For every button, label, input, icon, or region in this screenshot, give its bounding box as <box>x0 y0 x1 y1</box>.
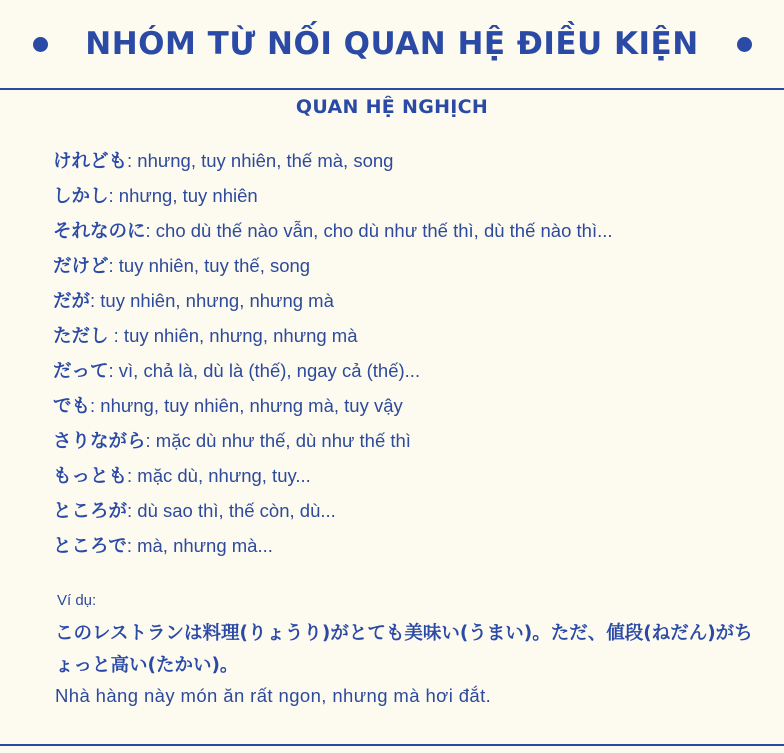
list-item <box>53 493 613 528</box>
list-item <box>53 283 613 318</box>
list-item <box>53 248 613 283</box>
section-subtitle: QUAN HỆ NGHỊCH <box>295 96 489 118</box>
example-label: Ví dụ: <box>57 592 97 609</box>
term: しかし <box>53 186 109 207</box>
list-item <box>53 388 613 423</box>
list-item <box>53 318 613 353</box>
list-item <box>53 178 613 213</box>
meaning: : vì, chả là, dù là (thế), ngay cả (thế)... <box>108 360 421 381</box>
meaning: : nhưng, tuy nhiên, nhưng mà, tuy vậy <box>90 395 403 416</box>
meaning: : mặc dù như thế, dù như thế thì <box>145 430 411 451</box>
meaning: : nhưng, tuy nhiên, thế mà, song <box>127 150 394 171</box>
meaning: : mặc dù, nhưng, tuy... <box>127 465 311 486</box>
list-item <box>53 213 613 248</box>
meaning: : cho dù thế nào vẫn, cho dù như thế thì, dù thế nào thì... <box>145 220 613 241</box>
page-title: NHÓM TỪ NỐI QUAN HỆ ĐIỀU KIỆN <box>85 26 699 62</box>
term: だけど <box>53 256 109 277</box>
term: それなのに <box>53 221 146 242</box>
meaning: : dù sao thì, thế còn, dù... <box>127 500 336 521</box>
bullet-right-icon <box>737 37 752 52</box>
divider-top <box>0 88 784 90</box>
term: だって <box>53 361 109 382</box>
list-item <box>53 353 613 388</box>
list-item <box>53 143 613 178</box>
connector-list <box>53 143 613 563</box>
meaning: : mà, nhưng mà... <box>126 535 273 556</box>
divider-bottom <box>0 744 784 746</box>
term: ところが <box>53 501 128 522</box>
meaning: : tuy nhiên, nhưng, nhưng mà <box>108 325 358 346</box>
list-item <box>53 528 613 563</box>
term: でも <box>53 396 91 417</box>
example-japanese: このレストランは料理(りょうり)がとても美味い(うまい)。ただ、値段(ねだん)がちょっと高い(たかい)。 <box>55 623 753 676</box>
list-item <box>53 423 613 458</box>
term: けれども <box>53 151 128 172</box>
term: さりながら <box>53 431 146 452</box>
meaning: : tuy nhiên, tuy thế, song <box>108 255 311 276</box>
list-item <box>53 458 613 493</box>
term: ただし <box>53 326 109 347</box>
meaning: : nhưng, tuy nhiên <box>108 185 258 206</box>
example-vietnamese: Nhà hàng này món ăn rất ngon, nhưng mà hơi đắt. <box>55 685 492 706</box>
term: ところで <box>53 536 127 557</box>
meaning: : tuy nhiên, nhưng, nhưng mà <box>90 290 334 311</box>
header <box>0 0 784 88</box>
bullet-left-icon <box>33 37 48 52</box>
term: もっとも <box>53 466 128 487</box>
term: だが <box>53 291 91 312</box>
